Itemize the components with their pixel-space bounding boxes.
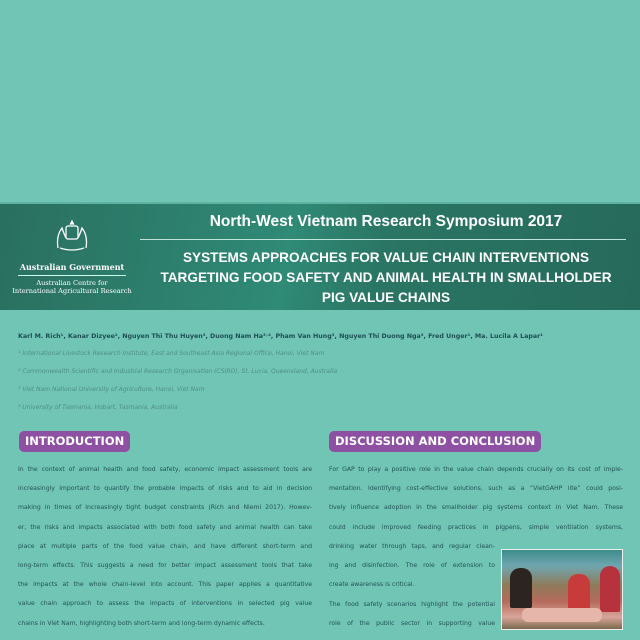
title-line: PIG VALUE CHAINS (321, 290, 451, 305)
symposium-title: North-West Vietnam Research Symposium 2017 (209, 213, 563, 230)
text-line: In the context of animal health and food safety, economic impact assessment tools are (18, 466, 312, 473)
text-line: making in times of increasingly tight budget constraints (Rich and Niemi 2017). Howev- (18, 504, 312, 512)
text-line: ing and disinfection. The role of extension to (329, 562, 495, 570)
text-line: the impacts at the whole chain-level into account. This paper applies a quantitative (18, 581, 312, 589)
text-line: mentation. Identifying cost-effective solutions, such as a “VietGAHP lite” could posi- (329, 485, 623, 493)
market-photo (501, 549, 623, 630)
introduction-text (18, 460, 312, 633)
divider (140, 239, 626, 240)
text-line: drinking water through taps, and regular clean- (329, 543, 495, 550)
discussion-heading: DISCUSSION AND CONCLUSION (329, 431, 541, 452)
discussion-text (329, 460, 623, 537)
discussion-text-narrow (329, 537, 495, 633)
government-label: Australian Government (18, 262, 126, 276)
coat-of-arms-icon (52, 218, 92, 252)
text-line: place at multiple parts of the food value chain, and have different short-term and (18, 542, 312, 550)
australian-government-logo (12, 218, 132, 295)
text-line: The food safety scenarios highlight the potential (329, 600, 495, 608)
text-line: could include improved feeding practices in pigpens, simple ventilation systems, (329, 523, 623, 531)
affiliation: ³ Viet Nam National University of Agriculture, Hanoi, Viet Nam (18, 386, 205, 393)
vendor-figure (600, 566, 620, 612)
affiliation: ¹ International Livestock Research Institute, East and Southeast Asia Regional Office, Hanoi, Viet Nam (18, 350, 325, 357)
vendor-figure (510, 568, 532, 608)
text-line: value chain approach to assess the impacts of interventions in selected pig value (18, 600, 312, 608)
text-line: For GAP to play a positive role in the value chain depends crucially on its cost of imple- (329, 466, 623, 473)
text-line: long-term effects. This suggests a need for better impact assessment tools that take (18, 561, 312, 569)
title-line: SYSTEMS APPROACHES FOR VALUE CHAIN INTERVENTIONS (182, 250, 590, 265)
affiliation: ² Commonwealth Scientific and Industrial Research Organisation (CSIRO), St. Lucia, Queensland, Australia (18, 368, 338, 375)
header-banner (0, 202, 640, 310)
text-line: chains in Viet Nam, highlighting both short-term and long-term dynamic effects. (18, 619, 265, 627)
aciar-line-1: Australian Centre for (36, 279, 108, 287)
affiliation: ⁴ University of Tasmania, Hobart, Tasmania, Australia (18, 404, 178, 411)
title-line: TARGETING FOOD SAFETY AND ANIMAL HEALTH IN SMALLHOLDER (160, 270, 612, 285)
text-line: increasingly important to quantify the probable impacts of risks and to aid in decision (18, 485, 312, 493)
introduction-heading: INTRODUCTION (19, 431, 130, 452)
poster-title (140, 248, 632, 308)
text-line: tively influence adoption in the smallholder pig systems context in Viet Nam. These (329, 504, 623, 512)
author-list: Karl M. Rich¹, Kanar Dizyee², Nguyen Thi Thu Huyen³, Duong Nam Ha³˒⁴, Pham Van Hung³, Nguyen Thi Duong Nga³, Fred Unger¹, Ma. Lucila A Lapar¹ (18, 333, 543, 340)
text-line: create awareness is critical. (329, 581, 415, 589)
aciar-line-2: International Agricultural Research (12, 287, 132, 296)
aciar-label (12, 279, 132, 295)
text-line: er, the risks and impacts associated with both food safety and animal health can take (18, 523, 312, 531)
meat-stall (522, 608, 602, 622)
text-line: role of the public sector in supporting value (329, 619, 495, 627)
